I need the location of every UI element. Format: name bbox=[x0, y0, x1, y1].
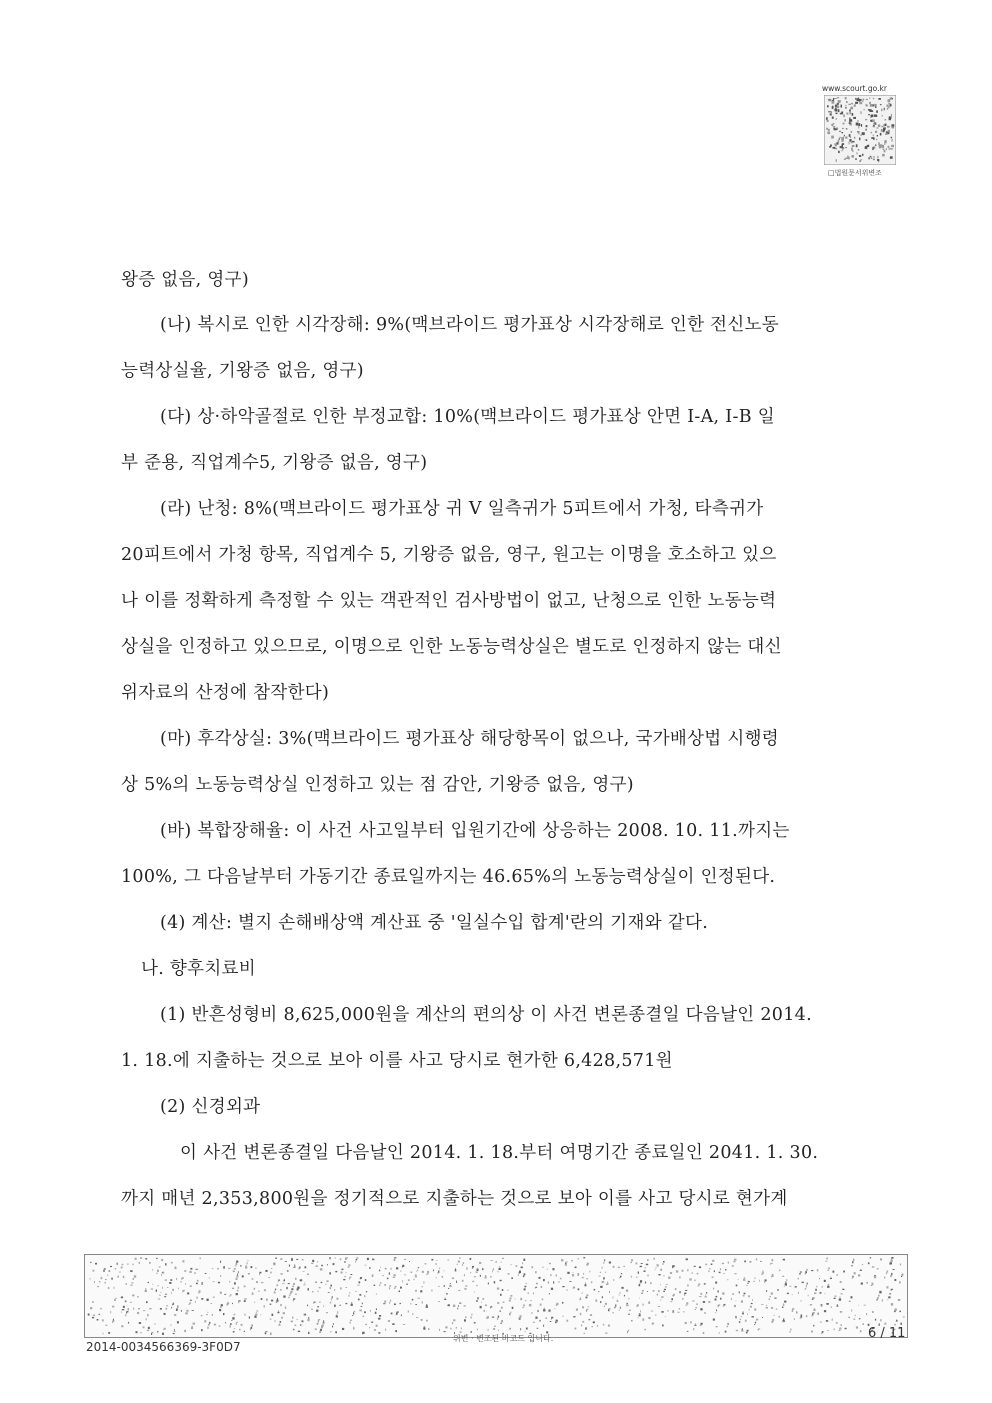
body-line: 20피트에서 가청 항목, 직업계수 5, 기왕증 없음, 영구, 원고는 이명을 호소하고 있으 bbox=[121, 545, 777, 565]
section-heading: 나. 향후치료비 bbox=[141, 959, 256, 979]
qr-code-icon bbox=[824, 95, 896, 165]
body-line: 나 이를 정확하게 측정할 수 있는 객관적인 검사방법이 없고, 난청으로 인한 노동능력 bbox=[121, 591, 777, 611]
body-line: 1. 18.에 지출하는 것으로 보아 이를 사고 당시로 현가한 6,428,571원 bbox=[121, 1051, 673, 1071]
page-number: 6 / 11 bbox=[868, 1326, 906, 1341]
body-line: (4) 계산: 별지 손해배상액 계산표 중 '일실수입 합계'란의 기재와 같다. bbox=[160, 913, 709, 933]
body-line: (다) 상·하악골절로 인한 부정교합: 10%(맥브라이드 평가표상 안면 I-A, I-B 일 bbox=[160, 407, 775, 427]
body-line: 능력상실율, 기왕증 없음, 영구) bbox=[121, 361, 364, 381]
qr-caption: □법원문서위변조 bbox=[828, 169, 882, 177]
document-id: 2014-0034566369-3F0D7 bbox=[86, 1340, 241, 1354]
qr-stamp bbox=[822, 84, 902, 180]
body-line: (1) 반흔성형비 8,625,000원을 계산의 편의상 이 사건 변론종결일 다음날인 2014. bbox=[160, 1005, 812, 1025]
body-line: (2) 신경외과 bbox=[160, 1097, 261, 1117]
body-line: 까지 매년 2,353,800원을 정기적으로 지출하는 것으로 보아 이를 사고 당시로 현가계 bbox=[121, 1189, 788, 1209]
security-barcode-icon bbox=[84, 1254, 908, 1338]
body-line: (나) 복시로 인한 시각장해: 9%(맥브라이드 평가표상 시각장해로 인한 전신노동 bbox=[160, 315, 779, 335]
body-line: 상실을 인정하고 있으므로, 이명으로 인한 노동능력상실은 별도로 인정하지 않는 대신 bbox=[121, 637, 782, 657]
body-line: 왕증 없음, 영구) bbox=[121, 270, 249, 290]
body-line: 부 준용, 직업계수5, 기왕증 없음, 영구) bbox=[121, 453, 428, 473]
body-line: 위자료의 산정에 참작한다) bbox=[121, 683, 330, 703]
body-line: (바) 복합장해율: 이 사건 사고일부터 입원기간에 상응하는 2008. 10. 11.까지는 bbox=[160, 821, 790, 841]
barcode-note: 위변 · 변조된 바코드 입니다. bbox=[453, 1334, 554, 1343]
body-line: (마) 후각상실: 3%(맥브라이드 평가표상 해당항목이 없으나, 국가배상법 시행령 bbox=[160, 729, 779, 749]
body-line: (라) 난청: 8%(맥브라이드 평가표상 귀 V 일측귀가 5피트에서 가청, 타측귀가 bbox=[160, 499, 764, 519]
body-line: 이 사건 변론종결일 다음날인 2014. 1. 18.부터 여명기간 종료일인 2041. 1. 30. bbox=[180, 1143, 819, 1163]
qr-url: www.scourt.go.kr bbox=[822, 84, 887, 93]
body-line: 상 5%의 노동능력상실 인정하고 있는 점 감안, 기왕증 없음, 영구) bbox=[121, 775, 634, 795]
body-line: 100%, 그 다음날부터 가동기간 종료일까지는 46.65%의 노동능력상실이 인정된다. bbox=[121, 867, 776, 887]
